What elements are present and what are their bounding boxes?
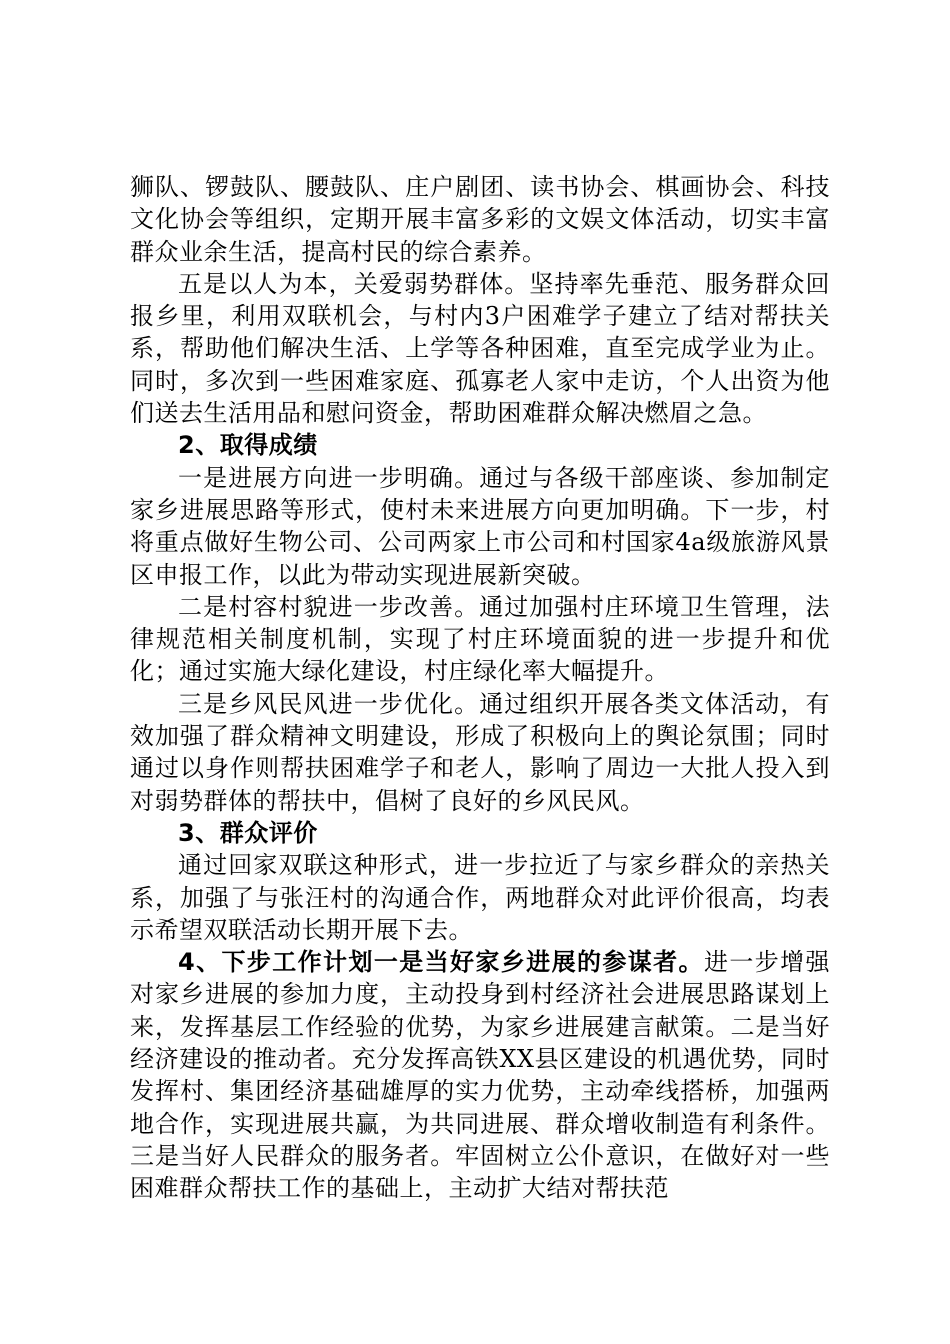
work-plan-body: 进一步增强对家乡进展的参加力度，主动投身到村经济社会进展思路谋划上来，发挥基层工作经验的优势，为家乡进展建言献策。二是当好经济建设的推动者。充分发挥高铁XX县区建设的机遇优势，同时发挥村、集团经济基础雄厚的实力优势，主动牵线搭桥，加强两地合作，实现进展共赢，为共同进展、群众增收制造有利条件。三是当好人民群众的服务者。牢固树立公仆意识，在做好对一些困难群众帮扶工作的基础上，主动扩大结对帮扶范: [130, 948, 831, 1203]
paragraph-evaluation: 通过回家双联这种形式，进一步拉近了与家乡群众的亲热关系，加强了与张汪村的沟通合作，两地群众对此评价很高，均表示希望双联活动长期开展下去。: [130, 851, 830, 944]
paragraph-culture-groups: 狮队、锣鼓队、腰鼓队、庄户剧团、读书协会、棋画协会、科技文化协会等组织，定期开展丰富多彩的文娱文体活动，切实丰富群众业余生活，提高村民的综合素养。: [130, 173, 830, 266]
paragraph-village-appearance: 二是村容村貌进一步改善。通过加强村庄环境卫生管理，法律规范相关制度机制，实现了村庄环境面貌的进一步提升和优化；通过实施大绿化建设，村庄绿化率大幅提升。: [130, 592, 830, 686]
work-plan-lead: 4、下步工作计划一是当好家乡进展的参谋者。: [178, 948, 704, 977]
heading-achievements: 2、取得成绩: [178, 431, 318, 460]
paragraph-care-vulnerable: 五是以人为本，关爱弱势群体。坚持率先垂范、服务群众回报乡里，利用双联机会，与村内3户困难学子建立了结对帮扶关系，帮助他们解决生活、上学等各种困难，直至完成学业为止。同时，多次到一些困难家庭、孤寡老人家中走访，个人出资为他们送去生活用品和慰问资金，帮助困难群众解决燃眉之急。: [130, 269, 830, 428]
paragraph-folk-customs: 三是乡风民风进一步优化。通过组织开展各类文体活动，有效加强了群众精神文明建设，形成了积极向上的舆论氛围；同时通过以身作则帮扶困难学子和老人，影响了周边一大批人投入到对弱势群体的帮扶中，倡树了良好的乡风民风。: [130, 689, 830, 815]
heading-public-evaluation: 3、群众评价: [178, 818, 318, 847]
paragraph-direction: 一是进展方向进一步明确。通过与各级干部座谈、参加制定家乡进展思路等形式，使村未来进展方向更加明确。下一步，村将重点做好生物公司、公司两家上市公司和村国家4a级旅游风景区申报工作，以此为带动实现进展新突破。: [130, 463, 830, 589]
paragraph-work-plan: [130, 946, 830, 1204]
document-page: [130, 171, 830, 1205]
